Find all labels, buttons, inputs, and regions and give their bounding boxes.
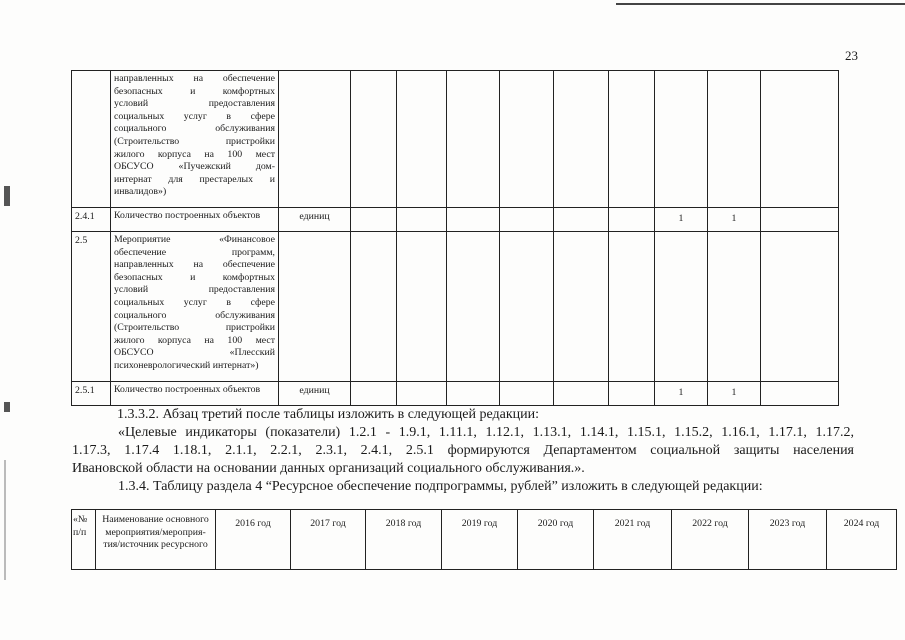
row-text-line: жилого корпуса на 100 мест — [114, 148, 275, 160]
row-value-cell — [554, 382, 609, 406]
row-value-cell — [554, 71, 609, 208]
indicators-table — [71, 70, 839, 406]
row-text-line: интернат для престарелых и — [114, 173, 275, 185]
row-value-cell — [655, 232, 708, 382]
row-value-cell — [761, 208, 839, 232]
row-unit-cell — [279, 232, 351, 382]
table-row — [72, 71, 839, 208]
row-unit-cell: единиц — [279, 382, 351, 406]
table-header-row — [72, 510, 897, 570]
row-value-cell — [609, 382, 655, 406]
col-header-year: 2017 год — [291, 510, 366, 570]
row-text-cell — [111, 208, 279, 232]
row-text-last-line: Количество построенных объектов — [114, 210, 261, 221]
row-unit-cell — [279, 71, 351, 208]
row-unit-cell: единиц — [279, 208, 351, 232]
row-text-line: направленных на обеспечение — [114, 73, 275, 84]
table-row — [72, 232, 839, 382]
row-text-line: жилого корпуса на 100 мест — [114, 334, 275, 346]
row-value-cell — [500, 208, 554, 232]
row-value-cell — [500, 232, 554, 382]
row-text-line: социальных услуг в сфере — [114, 110, 275, 122]
row-number-cell: 2.5.1 — [72, 382, 111, 406]
row-value-cell — [447, 382, 500, 406]
row-text-line: социального обслуживания — [114, 309, 275, 321]
row-text-cell — [111, 232, 279, 382]
row-value-cell — [397, 232, 447, 382]
row-text-line: социального обслуживания — [114, 123, 275, 135]
row-text-cell — [111, 71, 279, 208]
row-value-cell: 1 — [655, 208, 708, 232]
col-header-name: Наименование основного мероприятия/мероприя-тия/источник ресурсного — [96, 510, 216, 570]
row-value-cell — [397, 382, 447, 406]
row-value-cell — [351, 232, 397, 382]
row-number-cell: 2.4.1 — [72, 208, 111, 232]
paragraph-1-3-3-2: 1.3.3.2. Абзац третий после таблицы изложить в следующей редакции: — [117, 407, 540, 422]
row-text-line: безопасных и комфортных — [114, 85, 275, 97]
row-text-last-line: психоневрологический интернат») — [114, 359, 259, 371]
row-value-cell — [609, 232, 655, 382]
row-value-cell — [609, 208, 655, 232]
row-value-cell — [397, 71, 447, 208]
row-text-line: ОБСУСО «Плесский — [114, 347, 275, 359]
top-edge-line — [616, 3, 905, 5]
row-text-last-line: инвалидов») — [114, 186, 167, 198]
col-header-year: 2018 год — [366, 510, 442, 570]
col-header-year: 2020 год — [518, 510, 594, 570]
page-number: 23 — [845, 48, 858, 63]
row-text-last-line: Количество построенных объектов — [114, 384, 261, 395]
row-text-line: Мероприятие «Финансовое — [114, 234, 275, 245]
row-value-cell — [554, 208, 609, 232]
row-text-line: (Строительство пристройки — [114, 135, 275, 147]
row-number-cell: 2.5 — [72, 232, 111, 382]
row-value-cell — [351, 382, 397, 406]
row-text-line: (Строительство пристройки — [114, 322, 275, 334]
col-header-year: 2022 год — [672, 510, 749, 570]
row-number-cell — [72, 71, 111, 208]
row-value-cell — [447, 208, 500, 232]
row-value-cell: 1 — [708, 208, 761, 232]
row-value-cell — [761, 382, 839, 406]
row-value-cell — [500, 71, 554, 208]
scan-edge-marks — [2, 0, 14, 640]
scan-mark — [4, 402, 10, 412]
row-text-line: ОБСУСО «Пучежский дом- — [114, 161, 275, 173]
col-header-year: 2024 год — [827, 510, 897, 570]
row-text-line: безопасных и комфортных — [114, 271, 275, 283]
row-value-cell — [351, 71, 397, 208]
col-header-number: «№ п/п — [72, 510, 96, 570]
row-value-cell — [500, 382, 554, 406]
paragraph-1-3-4: 1.3.4. Таблицу раздела 4 “Ресурсное обеспечение подпрограммы, рублей” изложить в следующей редакции: — [118, 479, 763, 494]
row-text-line: направленных на обеспечение — [114, 259, 275, 271]
row-value-cell — [708, 232, 761, 382]
row-value-cell — [609, 71, 655, 208]
col-header-year: 2016 год — [216, 510, 291, 570]
row-value-cell: 1 — [708, 382, 761, 406]
row-value-cell: 1 — [655, 382, 708, 406]
row-value-cell — [761, 232, 839, 382]
row-value-cell — [397, 208, 447, 232]
resource-table — [71, 509, 897, 570]
scan-mark — [4, 186, 10, 206]
row-text-line: обеспечение программ, — [114, 246, 275, 258]
col-header-year: 2023 год — [749, 510, 827, 570]
col-header-year: 2019 год — [442, 510, 518, 570]
table-row — [72, 208, 839, 232]
row-text-line: социальных услуг в сфере — [114, 296, 275, 308]
row-value-cell — [447, 71, 500, 208]
row-text-line: условий предоставления — [114, 284, 275, 296]
scan-mark — [4, 460, 6, 580]
paragraph-indicators-line2: 1.17.3, 1.17.4 1.18.1, 2.1.1, 2.2.1, 2.3.1, 2.4.1, 2.5.1 формируются Департаментом социальной защиты населения — [72, 443, 854, 458]
row-text-cell — [111, 382, 279, 406]
row-value-cell — [708, 71, 761, 208]
row-text-line: условий предоставления — [114, 98, 275, 110]
row-value-cell — [447, 232, 500, 382]
row-value-cell — [351, 208, 397, 232]
col-header-year: 2021 год — [594, 510, 672, 570]
paragraph-indicators-line3: Ивановской области на основании данных организаций социального обслуживания.». — [72, 461, 585, 476]
row-value-cell — [655, 71, 708, 208]
row-value-cell — [554, 232, 609, 382]
paragraph-indicators-line1: «Целевые индикаторы (показатели) 1.2.1 - 1.9.1, 1.11.1, 1.12.1, 1.13.1, 1.14.1, 1.15.1, 1.15.2, 1.16.1, 1.17.1, 1.17.2, — [118, 425, 854, 440]
table-row — [72, 382, 839, 406]
row-value-cell — [761, 71, 839, 208]
